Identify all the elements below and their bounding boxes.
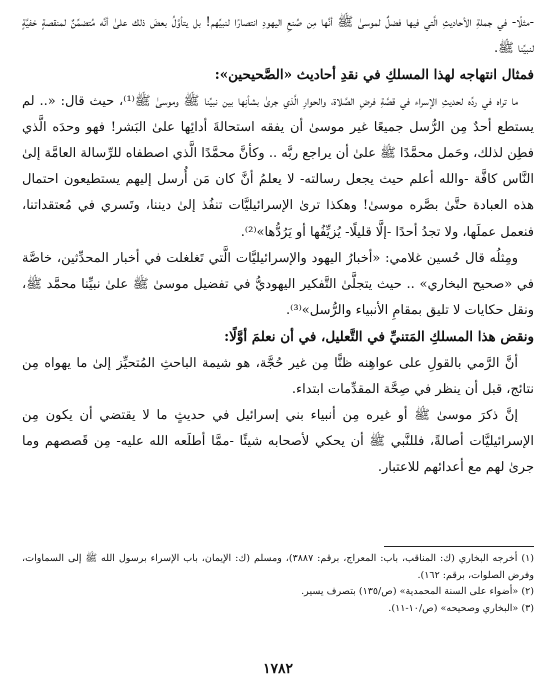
footnotes xyxy=(22,551,534,617)
section-heading-2: ونقض هذا المسلكِ المَتنيِّ في التَّعليل، في أن نعلمَ أوَّلًا: xyxy=(224,329,534,346)
footnote-1: (١) أخرجه البخاري (ك: المناقب، باب: المعراج، برقم: ٣٨٨٧)، ومسلم (ك: الإيمان، باب الإسراء برسول الله ﷺ إلى السماوات، وفرض الصلوات، برقم: ١٦٢). xyxy=(22,553,534,581)
paragraph-5: إنَّ ذكرَ موسىٰ ﷺ أو غيره مِن أنبياء بني إسرائيل في حديثٍ ما لا يقتضي أن يكون مِن الإسرائيليَّات أصالةً، فللنَّبي ﷺ أن يحكي لأصحابه شيئًا -ممَّا أطلَعه الله عليه- مِن قَصصهم وما جرىٰ لهم مع أعدائهم للاعتبار. xyxy=(22,408,534,476)
section-heading-1: فمثال انتهاجه لهذا المسلكِ في نقدِ أحاديث «الصَّحيحين»: xyxy=(214,67,534,84)
footnote-2: (٢) «أضواء على السنة المحمدية» (ص/١٣٥) بتصرف يسير. xyxy=(301,586,534,597)
footnote-3: (٣) «البخاري وصحيحه» (ص/١٠-١١). xyxy=(388,602,534,614)
main-text xyxy=(22,10,534,482)
paragraph-3: ومِثلُه قال حُسين غلامي: «أخبارُ اليهود والإسرائيليَّات الَّتي تَغلغلت في أخبار المحدِّثين، خاصَّة في «صحيح البخاري» .. حيث يتجلَّىٰ التَّفكير اليهوديُّ في تفضيل موسىٰ ﷺ علىٰ نبيِّنا محمَّد ﷺ، ونقل حكايات لا تليق بمقامِ الأنبياء والرُّسل»⁽³⁾. xyxy=(22,250,534,319)
page-number: ١٧٨٢ xyxy=(262,661,294,677)
paragraph-1: -مثلًا- في جملةِ الأحاديثِ الَّتي فيها فضلٌ لموسىٰ ﷺ أنَّها مِن صُنعِ اليهودِ انتصارًا لنبيِّهم! بل يتأوَّلُ بعضَ ذلك علىٰ أنَّه مُتضمِّنٌ لمنقصةٍ خفيَّةٍ لنبيِّنا ﷺ. xyxy=(22,15,534,57)
footnote-separator xyxy=(384,546,534,547)
paragraph-2: ما تراه في ردِّه لحديثِ الإسراء في قصَّةِ فرضِ الصَّلاة، والحوارِ الَّذي جرىٰ بشأنِها بين نبيِّنا ﷺ وموسىٰ ﷺ⁽¹⁾، حيث قال: «.. لم يستطع أحدٌ مِن الرُّسل جميعًا غير موسىٰ أن يفقه استحالةَ أدائِها علىٰ البَشر! فهو وحدَه الَّذي فطِن لذلك، وحَمل محمَّدًا ﷺ علىٰ أن يراجع ربَّه .. وكأنَّ محمَّدًا الَّذي اصطفاه للرِّسالة العامَّة إلىٰ النَّاس كافَّة -والله أعلم حيث يجعل رسالته- لا يعلمُ أنَّ كان مَن أُرسل إليهم يستطيعون احتمال هذه العبادة حتَّىٰ بصَّره موسىٰ! وهكذا ترىٰ الإسرائيليَّات تنفُذ إلىٰ ديننا، وتَسري في مُعتقداتنا، فنعمل عملَها، ولا تجدُ أحدًا -إلَّا قليلًا- يُزيِّفُها أو يَرُدُّها»⁽²⁾. xyxy=(22,93,534,240)
paragraph-4: أنَّ الرَّمي بالقولِ على عواهِنه ظنًّا مِن غير حُجَّة، هو شيمة الباحثِ المُتحيِّز إلىٰ ما يهواه مِن نتائج، قبل أن ينظر في صِحَّة المقدِّمات ابتداء. xyxy=(22,355,534,397)
